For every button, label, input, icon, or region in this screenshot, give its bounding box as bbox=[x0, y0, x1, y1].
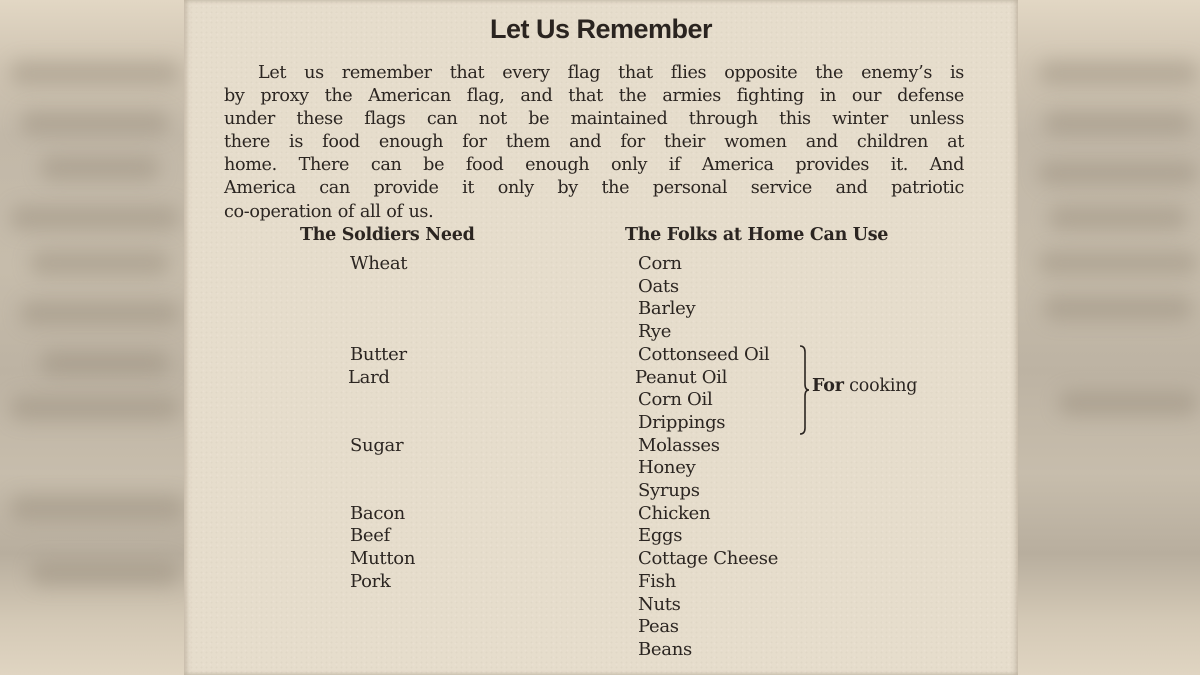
home-can-use-header: The Folks at Home Can Use bbox=[625, 225, 889, 245]
brace-note-bold: For bbox=[812, 376, 844, 396]
paragraph-line: Let us remember that every flag that flies opposite the enemy’s is bbox=[258, 63, 964, 83]
soldier-item: Bacon bbox=[350, 502, 405, 524]
home-item: Honey bbox=[638, 457, 696, 479]
paragraph-line: co-operation of all of us. bbox=[224, 201, 434, 222]
for-cooking-note bbox=[812, 376, 917, 396]
paragraph-line: home. There can be food enough only if America provides it. And bbox=[224, 155, 964, 176]
home-item: Beans bbox=[638, 638, 692, 660]
home-item: Peanut Oil bbox=[635, 366, 728, 388]
home-item: Nuts bbox=[638, 593, 681, 615]
home-item: Cottage Cheese bbox=[638, 548, 779, 570]
paragraph-line: under these flags can not be maintained through this winter unless bbox=[224, 109, 964, 130]
home-item: Fish bbox=[638, 570, 676, 592]
home-item: Molasses bbox=[638, 434, 720, 456]
soldier-item: Mutton bbox=[350, 548, 416, 570]
home-item: Rye bbox=[638, 321, 672, 343]
home-item: Peas bbox=[638, 616, 679, 638]
curly-brace-icon bbox=[798, 344, 810, 436]
paragraph-line: there is food enough for them and for their women and children at bbox=[224, 132, 964, 153]
blurred-background-right bbox=[1018, 0, 1200, 675]
page-title: Let Us Remember bbox=[489, 14, 713, 44]
home-item: Corn Oil bbox=[638, 389, 713, 411]
blurred-background-left bbox=[0, 0, 184, 675]
body-paragraph bbox=[224, 62, 964, 224]
brace-note-rest: cooking bbox=[849, 376, 918, 396]
home-item: Cottonseed Oil bbox=[638, 343, 770, 365]
soldier-item: Pork bbox=[350, 570, 391, 592]
home-item: Syrups bbox=[638, 480, 700, 501]
home-item: Corn bbox=[638, 253, 682, 274]
home-item: Chicken bbox=[638, 502, 711, 524]
home-item: Drippings bbox=[638, 411, 726, 433]
soldiers-need-header: The Soldiers Need bbox=[300, 225, 475, 245]
soldier-item: Wheat bbox=[350, 253, 408, 274]
soldier-item: Butter bbox=[350, 343, 407, 365]
home-item: Barley bbox=[638, 298, 696, 320]
paragraph-line: America can provide it only by the personal service and patriotic bbox=[224, 178, 964, 199]
book-page bbox=[184, 0, 1018, 675]
paragraph-line: by proxy the American flag, and that the armies fighting in our defense bbox=[224, 86, 964, 107]
home-item: Eggs bbox=[638, 525, 683, 547]
soldier-item: Beef bbox=[350, 525, 390, 547]
home-item: Oats bbox=[638, 275, 679, 297]
soldier-item: Lard bbox=[348, 366, 390, 388]
soldier-item: Sugar bbox=[350, 434, 404, 456]
